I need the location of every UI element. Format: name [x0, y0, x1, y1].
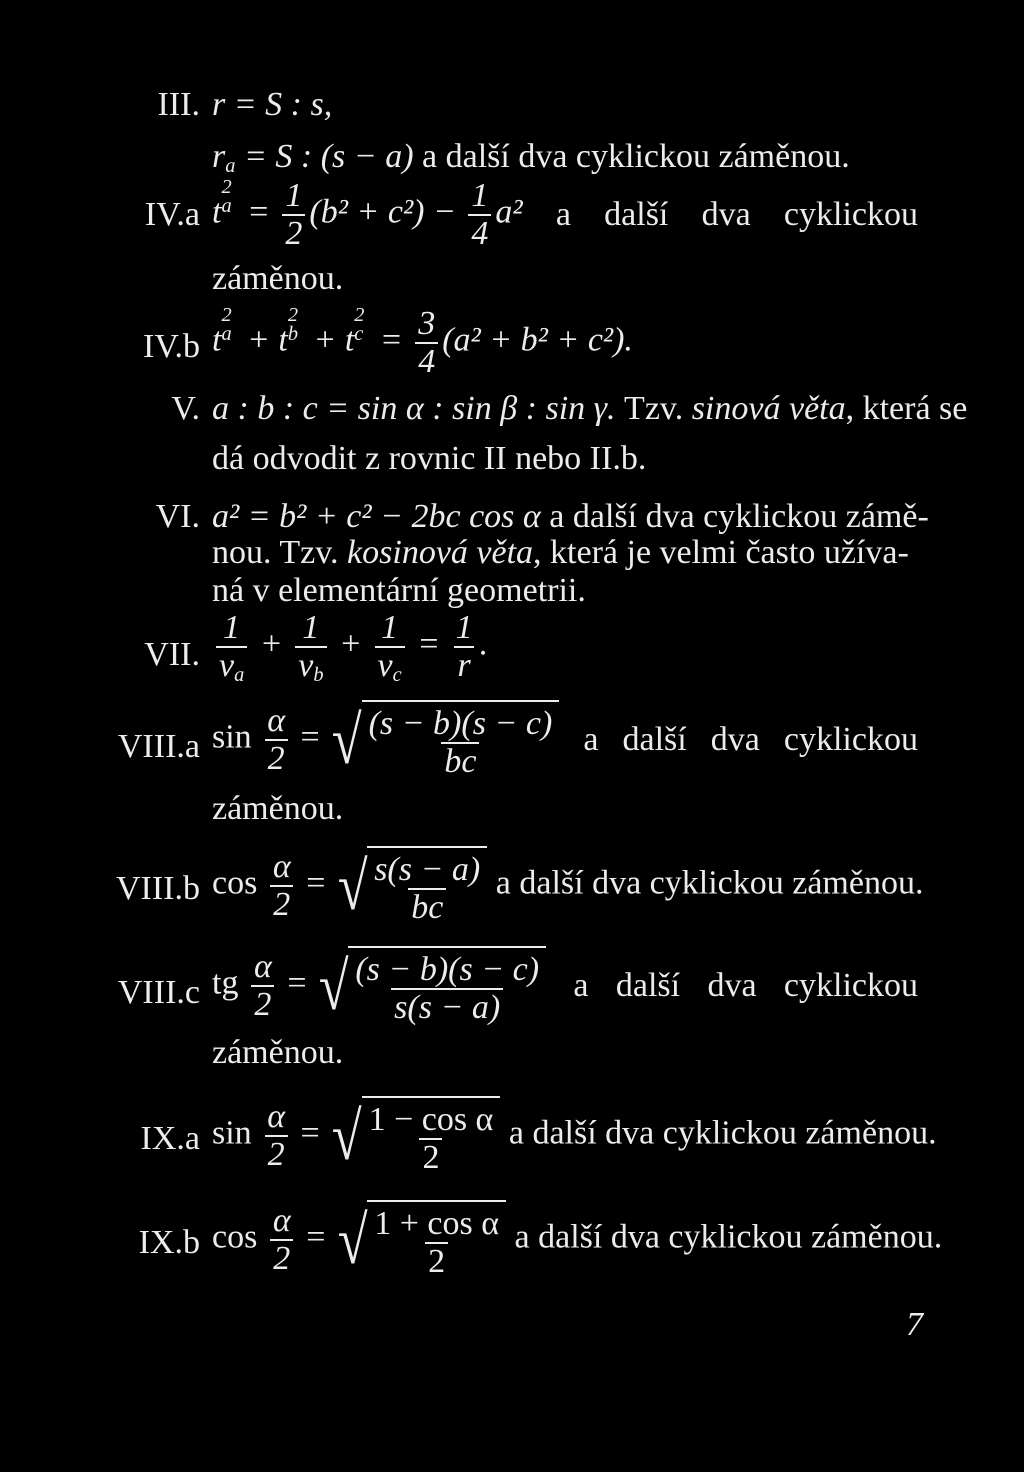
radical-sign: √	[318, 947, 349, 1024]
den: 2	[265, 739, 288, 777]
den: 4	[415, 342, 438, 380]
cyclic-text: a další dva cyklickou záměnou.	[495, 864, 924, 902]
eq-IVa	[212, 178, 918, 251]
eq-VI-cont-1	[212, 536, 909, 570]
num: α	[267, 702, 286, 739]
den: 2	[265, 1135, 288, 1173]
num: α	[272, 848, 291, 885]
text: , která je velmi často užíva-	[533, 534, 909, 571]
frac-half-alpha	[264, 1099, 288, 1172]
r-sub: a	[225, 155, 236, 178]
num: s(s − a)	[374, 851, 481, 888]
num: 1	[471, 177, 489, 214]
sine-law-formula: a : b : c = sin α : sin β : sin γ.	[212, 390, 616, 427]
label-IXb: IX.b	[138, 1224, 200, 1261]
sqrt-expr	[328, 1096, 500, 1175]
den: 2	[270, 885, 293, 923]
label-VIIIa: VIII.a	[117, 728, 200, 765]
eq-IVa-math	[212, 178, 523, 251]
word-cyklickou: cyklickou	[783, 720, 918, 758]
num: 1	[223, 609, 241, 646]
page-number: 7	[906, 1306, 923, 1343]
radical-sign: √	[337, 1201, 368, 1278]
den: 2	[251, 985, 274, 1023]
eq-VIIIc-math: tg $\frac{\alpha}{2}$ = √ $\frac{(s - b)(s - c)}{s(s - a)}$	[212, 946, 546, 1025]
frac-half-alpha	[270, 1203, 294, 1276]
eq-V	[212, 392, 967, 426]
num: 1 − cos α	[368, 1101, 494, 1138]
word-a: a	[555, 195, 571, 233]
eq-VI	[212, 500, 929, 534]
num: α	[253, 948, 272, 985]
den: 2	[282, 214, 305, 252]
pow: 2	[287, 304, 299, 327]
word-dalsi: další	[615, 966, 681, 1004]
den: bc	[408, 888, 446, 926]
t-sub: a	[221, 194, 232, 217]
eq-IVb: t 2 a + t 2 b + t 2 c = $\frac{3}{4}$ (a² + b² + c²).	[212, 304, 633, 380]
num: (s − b)(s − c)	[368, 705, 553, 742]
sqrt-expr	[334, 846, 487, 925]
frac-1-vb	[295, 609, 326, 686]
eq-IXb: cos $\frac{\alpha}{2}$ = √ $\frac{\text{1 + cos α}}{2}$ a další dva cyklickou záměnou.	[212, 1201, 943, 1280]
radicand	[366, 706, 556, 779]
t-sym: t	[212, 321, 222, 359]
label-IVa: IV.a	[144, 196, 200, 233]
frac-1-vc	[375, 609, 405, 686]
pow: 2	[354, 304, 365, 327]
num: 1 + cos α	[374, 1205, 500, 1242]
word-dva: dva	[707, 966, 757, 1004]
v: v	[298, 646, 314, 684]
eq-mid: (b² + c²) −	[309, 193, 465, 231]
eq-VI-cont-2: ná v elementární geometrii.	[212, 572, 586, 609]
den	[375, 646, 405, 684]
label-VII: VII.	[144, 636, 200, 673]
word-a: a	[573, 966, 589, 1004]
t-sym: t	[212, 193, 222, 231]
sub: a	[234, 663, 245, 686]
frac-half-alpha	[270, 849, 294, 922]
eq-rhs: (a² + b² + c²).	[442, 321, 633, 359]
t-sym: t	[344, 321, 355, 359]
den: r	[454, 646, 473, 684]
den	[216, 646, 247, 684]
fn: cos	[212, 1218, 258, 1256]
num: α	[272, 1202, 291, 1239]
eq-III-1: r = S : s,	[212, 86, 333, 123]
num: 1	[381, 609, 399, 646]
eq-III-2	[212, 138, 850, 178]
fn: sin	[212, 718, 252, 756]
label-VIIIc: VIII.c	[117, 974, 200, 1011]
num: 3	[418, 305, 436, 342]
den: s(s − a)	[391, 988, 503, 1026]
eq-VIIIc	[212, 946, 918, 1025]
cyclic-text: a další dva cyklickou záměnou.	[514, 1218, 943, 1256]
cosine-law-name: kosinová věta	[347, 534, 534, 571]
frac-half-alpha	[251, 949, 275, 1022]
frac-half	[282, 178, 305, 251]
frac-three-quarters	[415, 306, 438, 379]
label-VI: VI.	[155, 498, 200, 535]
sqrt-expr	[334, 1200, 506, 1279]
eq-VIIIc-cont: záměnou.	[212, 1034, 344, 1071]
eq-IVa-cont: záměnou.	[212, 260, 344, 297]
radicand	[352, 952, 542, 1025]
num: 1	[285, 177, 303, 214]
den: 2	[419, 1138, 442, 1176]
sqrt-expr	[328, 700, 559, 779]
eq-VIIIa-cont: záměnou.	[212, 790, 344, 827]
cyclic-text: a další dva cyklickou záměnou.	[422, 138, 850, 175]
frac-quarter	[468, 178, 491, 251]
frac-half-alpha	[264, 703, 288, 776]
label-IXa: IX.a	[140, 1120, 200, 1157]
radicand	[366, 1102, 497, 1175]
eq-sign: =	[238, 193, 279, 231]
r-sym: r	[212, 138, 226, 175]
den: 2	[425, 1242, 448, 1280]
text: , která se	[845, 390, 968, 427]
v: v	[377, 646, 393, 684]
t-pow: 2	[221, 176, 232, 199]
word-a: a	[583, 720, 599, 758]
eq-VIIIb: cos $\frac{\alpha}{2}$ = √ $\frac{s(s - a)}{bc}$ a další dva cyklickou záměnou.	[212, 847, 924, 926]
eq-VIIIa	[212, 700, 918, 779]
cosine-law-formula: a² = b² + c² − 2bc cos α	[212, 498, 541, 535]
a-squared: a²	[495, 193, 523, 231]
tzv: Tzv.	[615, 390, 692, 427]
den: bc	[441, 742, 479, 780]
den	[295, 646, 326, 684]
radical-sign: √	[331, 1097, 362, 1174]
sine-law-name: sinová věta	[691, 390, 846, 427]
pow: 2	[221, 304, 232, 327]
text: a další dva cyklickou zámě-	[549, 498, 929, 535]
eq-IXa: sin $\frac{\alpha}{2}$ = √ $\frac{\text{1 − cos α}}{2}$ a další dva cyklickou záměnou.	[212, 1097, 937, 1176]
num: (s − b)(s − c)	[355, 951, 540, 988]
word-dalsi: další	[622, 720, 687, 758]
label-V: V.	[171, 390, 200, 427]
text: nou. Tzv.	[212, 534, 348, 571]
radicand	[371, 1206, 502, 1279]
word-dva: dva	[710, 720, 760, 758]
num: 1	[455, 609, 473, 646]
frac-1-va	[216, 609, 247, 686]
sqrt-expr	[315, 946, 546, 1025]
fn: cos	[212, 864, 258, 902]
sub: b	[287, 322, 299, 345]
word-cyklickou: cyklickou	[783, 966, 918, 1004]
eq-V-cont: dá odvodit z rovnic II nebo II.b.	[212, 440, 647, 477]
sub: c	[392, 663, 402, 686]
sub: b	[313, 663, 324, 686]
cyclic-text: a další dva cyklickou záměnou.	[508, 1114, 937, 1152]
num: α	[267, 1098, 286, 1135]
t-sym: t	[278, 321, 288, 359]
fn: sin	[212, 1114, 252, 1152]
word-cyklickou: cyklickou	[783, 195, 918, 233]
sub: a	[221, 322, 232, 345]
eq-VII: $\frac{1}{v_a}$ + $\frac{1}{v_b}$ + $\frac{1}{v_c}$ = $\frac{1}{r}$ .	[212, 610, 488, 683]
sub: c	[354, 322, 364, 345]
radical-sign: √	[337, 847, 368, 924]
den: 2	[270, 1239, 293, 1277]
radical-sign: √	[331, 701, 362, 778]
radicand	[371, 852, 483, 925]
label-IVb: IV.b	[143, 328, 200, 365]
label-III: III.	[157, 86, 200, 123]
word-dva: dva	[701, 195, 751, 233]
v: v	[219, 646, 235, 684]
label-VIIIb: VIII.b	[115, 870, 200, 907]
den: 4	[468, 214, 491, 252]
word-dalsi: další	[604, 195, 669, 233]
frac-1-r	[453, 610, 476, 683]
eq-VIIIa-math: sin $\frac{\alpha}{2}$ = √ $\frac{(s - b)(s - c)}{bc}$	[212, 700, 559, 779]
num: 1	[302, 609, 320, 646]
fn: tg	[212, 964, 239, 1002]
eq-rhs: = S : (s − a)	[235, 138, 414, 175]
